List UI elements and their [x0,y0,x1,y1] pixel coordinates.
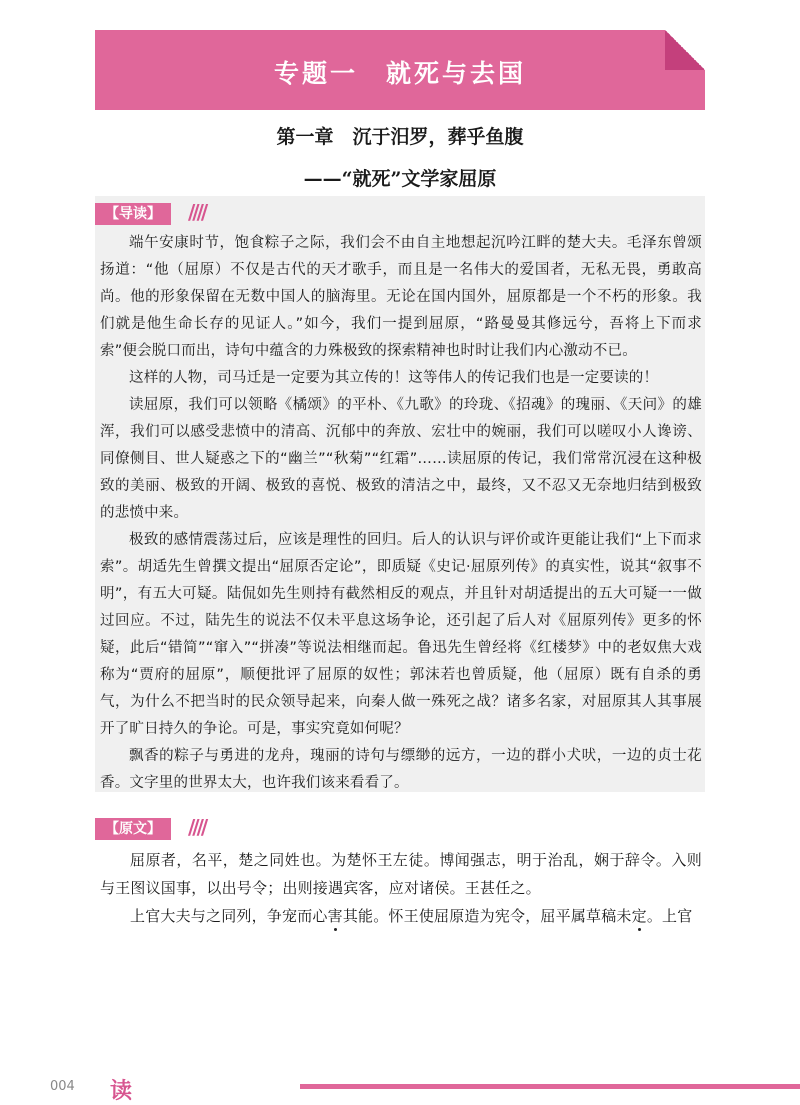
page-number: 004 [50,1079,75,1094]
original-paragraph [100,902,702,930]
guide-paragraph: 读屈原，我们可以领略《橘颂》的平朴、《九歌》的玲珑、《招魂》的瑰丽、《天问》的雄浑，我们可以感受悲愤中的清高、沉郁中的奔放、宏壮中的婉丽，我们可以嗟叹小人谗谤、同僚侧目、世人疑惑之下的“幽兰”“秋菊”“红霜”……读屈原的传记，我们常常沉浸在这种极致的美丽、极致的开阔、极致的喜悦、极致的清洁之中，最终，又不忍又无奈地归结到极致的悲愤中来。 [100,397,702,521]
slash-decoration-icon: //// [188,815,206,839]
tag-open-bracket: 【 [105,821,119,837]
guide-paragraph: 端午安康时节，饱食粽子之际，我们会不由自主地想起沉吟江畔的楚大夫。毛泽东曾颂扬道：“他（屈原）不仅是古代的天才歌手，而且是一名伟大的爱国者，无私无畏，勇敢高尚。他的形象保留在无数中国人的脑海里。无论在国内国外，屈原都是一个不朽的形象。我们就是他生命长存的见证人。”如今，我们一提到屈原，“路曼曼其修远兮，吾将上下而求索”便会脱口而出，诗句中蕴含的力殊极致的探索精神也时时让我们内心激动不已。 [100,235,702,359]
text-run: 上官大夫与之同列，争宠而心 [130,907,328,925]
guide-tag [95,203,171,225]
guide-paragraph: 飘香的粽子与勇进的龙舟，瑰丽的诗句与缥缈的远方，一边的群小犬吠，一边的贞士花香。文字里的世界太大，也许我们该来看看了。 [100,748,702,791]
slash-decoration-icon: //// [188,200,206,224]
original-tag [95,818,171,840]
chapter-subtitle: ——“就死”文学家屈原 [303,168,497,190]
text-run: 。上官 [646,907,693,925]
original-text [100,846,702,930]
original-tag-label: 原文 [119,821,147,837]
tag-open-bracket: 【 [105,206,119,222]
footer-logo: 读 [110,1078,133,1104]
original-paragraph: 屈原者，名平，楚之同姓也。为楚怀王左徒。博闻强志，明于治乱，娴于辞令。入则与王图议国事，以出号令；出则接遇宾客，应对诸侯。王甚任之。 [100,851,702,897]
guide-text [100,230,702,797]
footer-rule [300,1084,800,1089]
tag-close-bracket: 】 [147,206,161,222]
emphasis-dot-char: 定 [631,907,647,925]
topic-title: 专题一 就死与去国 [273,59,526,88]
tag-close-bracket: 】 [147,821,161,837]
text-run: 其能。怀王使屈原造为宪令，屈平属草稿未 [342,907,632,925]
emphasis-dot-char: 害 [327,907,343,925]
guide-paragraph: 极致的感情震荡过后，应该是理性的回归。后人的认识与评价或许更能让我们“上下而求索”。胡适先生曾撰文提出“屈原否定论”，即质疑《史记·屈原列传》的真实性，说其“叙事不明”，有五大可疑。陆侃如先生则持有截然相反的观点，并且针对胡适提出的五大可疑一一做过回应。不过，陆先生的说法不仅未平息这场争论，还引起了后人对《屈原列传》更多的怀疑，此后“错简”“窜入”“拼凑”等说法相继而起。鲁迅先生曾经将《红楼梦》中的老奴焦大戏称为“贾府的屈原”，顺便批评了屈原的奴性；郭沫若也曾质疑，他（屈原）既有自杀的勇气，为什么不把当时的民众领导起来，向秦人做一殊死之战？诸多名家，对屈原其人其事展开了旷日持久的争论。可是，事实究竟如何呢？ [100,532,702,737]
guide-paragraph: 这样的人物，司马迁是一定要为其立传的！这等伟人的传记我们也是一定要读的！ [129,370,659,386]
chapter-title: 第一章 沉于汨罗，葬乎鱼腹 [276,126,524,148]
guide-tag-label: 导读 [119,206,147,222]
